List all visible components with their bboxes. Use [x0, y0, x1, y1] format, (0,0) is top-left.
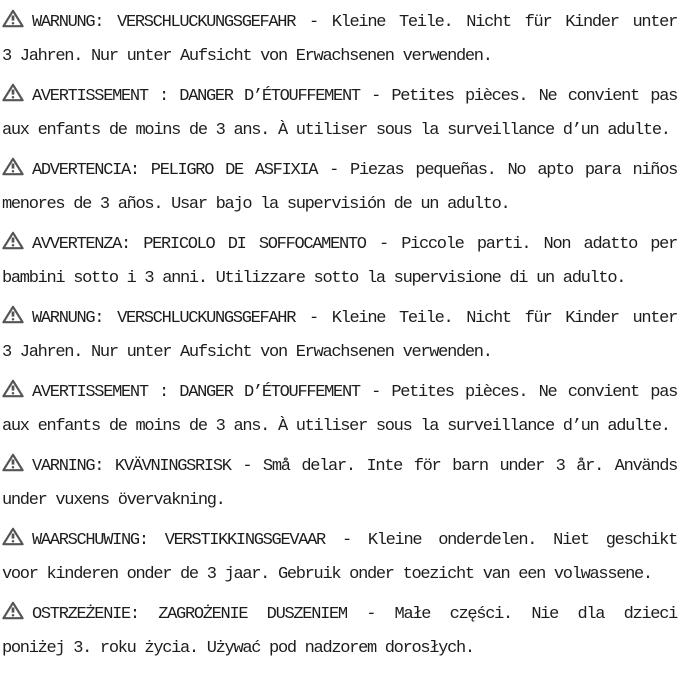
warning-paragraph-italian	[2, 228, 677, 296]
warning-text: WARNUNG: VERSCHLUCKUNGSGEFAHR - Kleine Teile. Nicht für Kinder unter	[32, 13, 677, 32]
warning-text: AVERTISSEMENT : DANGER D’ÉTOUFFEMENT - Petites pièces. Ne convient pas	[32, 383, 677, 402]
warning-paragraph-polish	[2, 598, 677, 666]
warning-text: OSTRZEŻENIE: ZAGROŻENIE DUSZENIEM - Małe części. Nie dla dzieci	[32, 605, 677, 624]
warning-line	[2, 6, 677, 40]
warning-text: voor kinderen onder de 3 jaar. Gebruik onder toezicht van een volwassene.	[2, 565, 652, 584]
warning-text: under vuxens övervakning.	[2, 491, 225, 510]
warning-text: AVERTISSEMENT : DANGER D’ÉTOUFFEMENT - Petites pièces. Ne convient pas	[32, 87, 677, 106]
warning-triangle-icon	[2, 527, 24, 546]
warning-text: AVVERTENZA: PERICOLO DI SOFFOCAMENTO - Piccole parti. Non adatto per	[32, 235, 677, 254]
warning-line	[2, 154, 677, 188]
warning-text: poniżej 3. roku życia. Używać pod nadzorem dorosłych.	[2, 639, 474, 658]
warning-text: bambini sotto i 3 anni. Utilizzare sotto la supervisione di un adulto.	[2, 269, 626, 288]
warning-text: 3 Jahren. Nur unter Aufsicht von Erwachsenen verwenden.	[2, 47, 492, 66]
warning-text: menores de 3 años. Usar bajo la supervisión de un adulto.	[2, 195, 510, 214]
warning-text: aux enfants de moins de 3 ans. À utiliser sous la surveillance d’un adulte.	[2, 121, 670, 140]
warning-line	[2, 376, 677, 410]
warning-paragraph-swedish	[2, 450, 677, 518]
warning-paragraph-spanish	[2, 154, 677, 222]
warning-paragraph-dutch	[2, 524, 677, 592]
warning-line	[2, 598, 677, 632]
warning-triangle-icon	[2, 601, 24, 620]
warning-line	[2, 524, 677, 558]
warning-line	[2, 302, 677, 336]
warning-line	[2, 450, 677, 484]
warning-text: aux enfants de moins de 3 ans. À utiliser sous la surveillance d’un adulte.	[2, 417, 670, 436]
warning-line	[2, 228, 677, 262]
warning-triangle-icon	[2, 453, 24, 472]
warning-triangle-icon	[2, 231, 24, 250]
warning-text: WARNUNG: VERSCHLUCKUNGSGEFAHR - Kleine Teile. Nicht für Kinder unter	[32, 309, 677, 328]
warning-line	[2, 80, 677, 114]
warning-triangle-icon	[2, 157, 24, 176]
warning-text: ADVERTENCIA: PELIGRO DE ASFIXIA - Piezas pequeñas. No apto para niños	[32, 161, 677, 180]
warning-triangle-icon	[2, 9, 24, 28]
warning-paragraph-german-2	[2, 302, 677, 370]
warning-triangle-icon	[2, 305, 24, 324]
warning-paragraph-french-2	[2, 376, 677, 444]
warning-triangle-icon	[2, 83, 24, 102]
warning-text: WAARSCHUWING: VERSTIKKINGSGEVAAR - Kleine onderdelen. Niet geschikt	[32, 531, 677, 550]
warning-triangle-icon	[2, 379, 24, 398]
warning-paragraph-french-1	[2, 80, 677, 148]
warning-text: VARNING: KVÄVNINGSRISK - Små delar. Inte för barn under 3 år. Används	[32, 457, 677, 476]
warning-paragraph-german-1	[2, 6, 677, 74]
warning-text: 3 Jahren. Nur unter Aufsicht von Erwachsenen verwenden.	[2, 343, 492, 362]
warning-label-document	[2, 6, 677, 666]
